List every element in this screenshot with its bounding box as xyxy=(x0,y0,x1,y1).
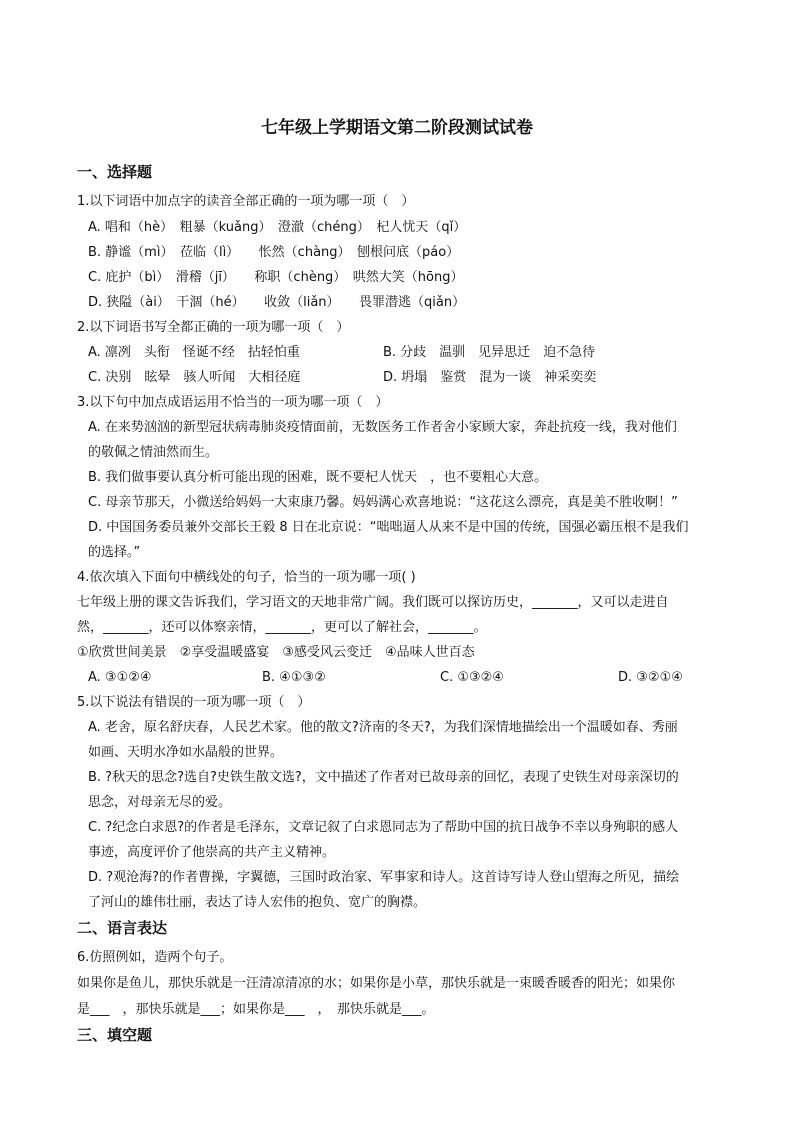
question-5-option-c-line1: C. ?纪念白求恩?的作者是毛泽东，文章记叙了白求恩同志为了帮助中国的抗日战争不幸以身殉职的感人 xyxy=(88,820,679,835)
question-3-option-a-line2: 的敬佩之情油然而生。 xyxy=(88,445,219,460)
question-5-option-d-line1: D. ?观沧海?的作者曹操，字翼德，三国时政治家、军事家和诗人。这首诗写诗人登山望海之所见，描绘 xyxy=(88,870,680,885)
question-5-option-d-line2: 了河山的雄伟壮丽，表达了诗人宏伟的抱负、宽广的胸襟。 xyxy=(88,895,427,910)
question-3-option-b: B. 我们做事要认真分析可能出现的困难，既不要杞人忧天 ，也不要粗心大意。 xyxy=(88,470,548,485)
question-2-option-c: C. 决别 眩晕 骇人听闻 大相径庭 xyxy=(88,370,301,385)
question-1-stem: 1.以下词语中加点字的读音全部正确的一项为哪一项（ ） xyxy=(77,194,415,209)
question-1-option-c: C. 庇护（bì） 滑稽（jī） 称职（chèng） 哄然大笑（hōng） xyxy=(88,270,464,285)
question-6-example-line2: 是___ ，那快乐就是___；如果你是___ ， 那快乐就是___。 xyxy=(77,1002,435,1017)
page-title: 七年级上学期语文第二阶段测试试卷 xyxy=(261,118,533,138)
question-1-option-a: A. 唱和（hè） 粗暴（kuǎng） 澄澈（chéng） 杞人忧天（qǐ） xyxy=(88,220,467,235)
question-3-stem: 3.以下句中加点成语运用不恰当的一项为哪一项（ ） xyxy=(77,395,389,410)
question-3-option-c: C. 母亲节那天，小微送给妈妈一大束康乃馨。妈妈满心欢喜地说：“这花这么漂亮，真是美不胜收啊！” xyxy=(88,495,678,510)
question-5-option-b-line1: B. ?秋天的思念?选自?史铁生散文选?，文中描述了作者对已故母亲的回忆，表现了史铁生对母亲深切的 xyxy=(88,770,679,785)
question-6-stem: 6.仿照例如，造两个句子。 xyxy=(77,950,233,965)
section-heading-expression: 二、语言表达 xyxy=(77,919,168,937)
question-2-option-a: A. 凛冽 头衔 怪诞不经 拈轻怕重 xyxy=(88,345,300,360)
question-5-option-a-line1: A. 老舍，原名舒庆春，人民艺术家。他的散文?济南的冬天?，为我们深情地描绘出一个温暖如春、秀丽 xyxy=(88,720,678,735)
question-4-stem: 4.依次填入下面句中横线处的句子，恰当的一项为哪一项( ) xyxy=(77,570,416,585)
question-6-example-line1: 如果你是鱼儿，那快乐就是一汪清凉清凉的水；如果你是小草，那快乐就是一束暖香暖香的阳光；如果你 xyxy=(77,976,676,991)
question-4-option-c: C. ①③②④ xyxy=(440,670,504,685)
question-3-option-a-line1: A. 在来势汹汹的新型冠状病毒肺炎疫情面前，无数医务工作者舍小家顾大家，奔赴抗疫一线，我对他们 xyxy=(88,420,677,435)
question-4-option-d: D. ③②①④ xyxy=(618,670,683,685)
section-heading-fill-in: 三、填空题 xyxy=(77,1026,153,1044)
question-5-option-b-line2: 思念，对母亲无尽的爱。 xyxy=(88,795,232,810)
question-1-option-d: D. 狭隘（ài） 干涸（hé） 收敛（liǎn） 畏罪潜逃（qiǎn） xyxy=(88,295,466,310)
question-1-option-b: B. 静谧（mì） 莅临（lì） 怅然（chàng） 刨根问底（páo） xyxy=(88,245,460,260)
question-4-option-b: B. ④①③② xyxy=(262,670,326,685)
question-3-option-d-line1: D. 中国国务委员兼外交部长王毅 8 日在北京说：“咄咄逼人从来不是中国的传统，国强必霸压根不是我们 xyxy=(88,520,689,535)
question-4-passage-line1: 七年级上册的课文告诉我们，学习语文的天地非常广阔。我们既可以探访历史，_______，又可以走进自 xyxy=(77,595,669,610)
question-5-stem: 5.以下说法有错误的一项为哪一项（ ） xyxy=(77,695,311,710)
question-4-passage-line2: 然，_______，还可以体察亲情，_______，更可以了解社会，_______。 xyxy=(77,620,487,635)
question-4-option-a: A. ③①②④ xyxy=(88,670,152,685)
question-3-option-d-line2: 的选择。” xyxy=(88,545,141,560)
question-2-stem: 2.以下词语书写全都正确的一项为哪一项（ ） xyxy=(77,320,350,335)
section-heading-choice: 一、选择题 xyxy=(77,163,153,181)
question-2-option-d: D. 坍塌 鉴赏 混为一谈 神采奕奕 xyxy=(383,370,597,385)
question-2-option-b: B. 分歧 温驯 见异思迁 迫不急待 xyxy=(383,345,596,360)
question-4-items: ①欣赏世间美景 ②享受温暖盛宴 ③感受风云变迁 ④品味人世百态 xyxy=(77,645,475,660)
question-5-option-c-line2: 事迹，高度评价了他崇高的共产主义精神。 xyxy=(88,845,336,860)
question-5-option-a-line2: 如画、天明水净如水晶般的世界。 xyxy=(88,745,284,760)
